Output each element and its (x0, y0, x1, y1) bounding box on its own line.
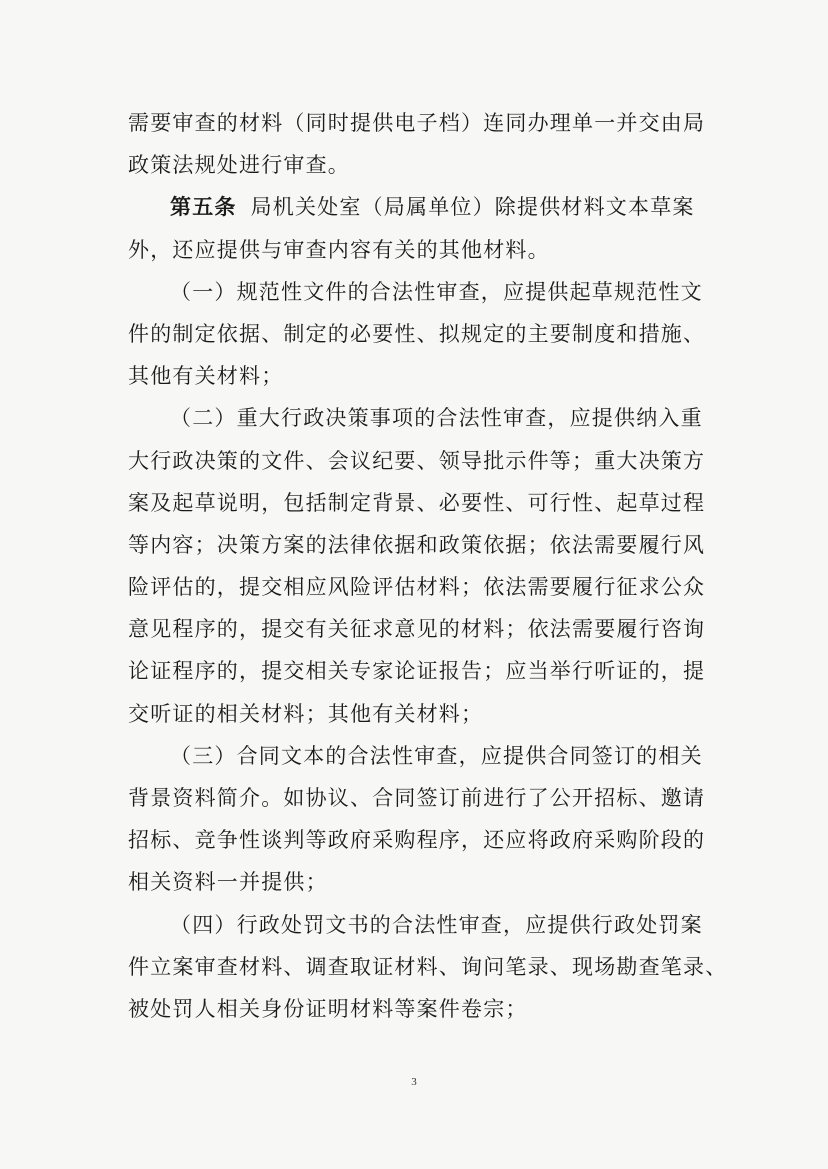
paragraph-line: （二）重大行政决策事项的合法性审查，应提供纳入重 (170, 406, 703, 431)
paragraph-line: 需要审查的材料（同时提供电子档）连同办理单一并交由局 (128, 111, 706, 135)
paragraph-line: 论证程序的，提交相关专家论证报告；应当举行听证的，提 (128, 659, 706, 684)
paragraph-line: 招标、竞争性谈判等政府采购程序，还应将政府采购阶段的 (128, 828, 706, 853)
paragraph-line: （四）行政处罚文书的合法性审查，应提供行政处罚案 (170, 912, 703, 937)
paragraph-line: （三）合同文本的合法性审查，应提供合同签订的相关 (170, 743, 703, 768)
paragraph-line: 等内容；决策方案的法律依据和政策依据；依法需要履行风 (128, 532, 706, 557)
body-text (128, 102, 728, 1030)
paragraph-line: 案及起草说明，包括制定背景、必要性、可行性、起草过程 (128, 490, 706, 515)
paragraph-line: 其他有关材料； (128, 364, 284, 389)
paragraph-line: 背景资料简介。如协议、合同签订前进行了公开招标、邀请 (128, 786, 706, 810)
paragraph-line: 大行政决策的文件、会议纪要、领导批示件等；重大决策方 (128, 448, 706, 473)
paragraph-line: （一）规范性文件的合法性审查，应提供起草规范性文 (170, 279, 703, 304)
article-text: 局机关处室（局属单位）除提供材料文本草案 (250, 195, 695, 220)
paragraph-line: 被处罚人相关身份证明材料等案件卷宗； (128, 996, 528, 1021)
article-5-line (128, 186, 702, 228)
article-label: 第五条 (170, 194, 237, 220)
paragraph-line: 政策法规处进行审查。 (128, 153, 350, 178)
page-number: 3 (411, 1076, 417, 1088)
paragraph-line: 相关资料一并提供； (128, 870, 328, 895)
paragraph-line: 件的制定依据、制定的必要性、拟规定的主要制度和措施、 (128, 321, 706, 346)
paragraph-line: 险评估的，提交相应风险评估材料；依法需要履行征求公众 (128, 575, 706, 600)
paragraph-line: 件立案审查材料、调查取证材料、询问笔录、现场勘查笔录、 (128, 954, 728, 979)
paragraph-line: 交听证的相关材料；其他有关材料； (128, 701, 484, 726)
paragraph-line: 外，还应提供与审查内容有关的其他材料。 (128, 237, 550, 262)
paragraph-line: 意见程序的，提交有关征求意见的材料；依法需要履行咨询 (128, 617, 706, 642)
